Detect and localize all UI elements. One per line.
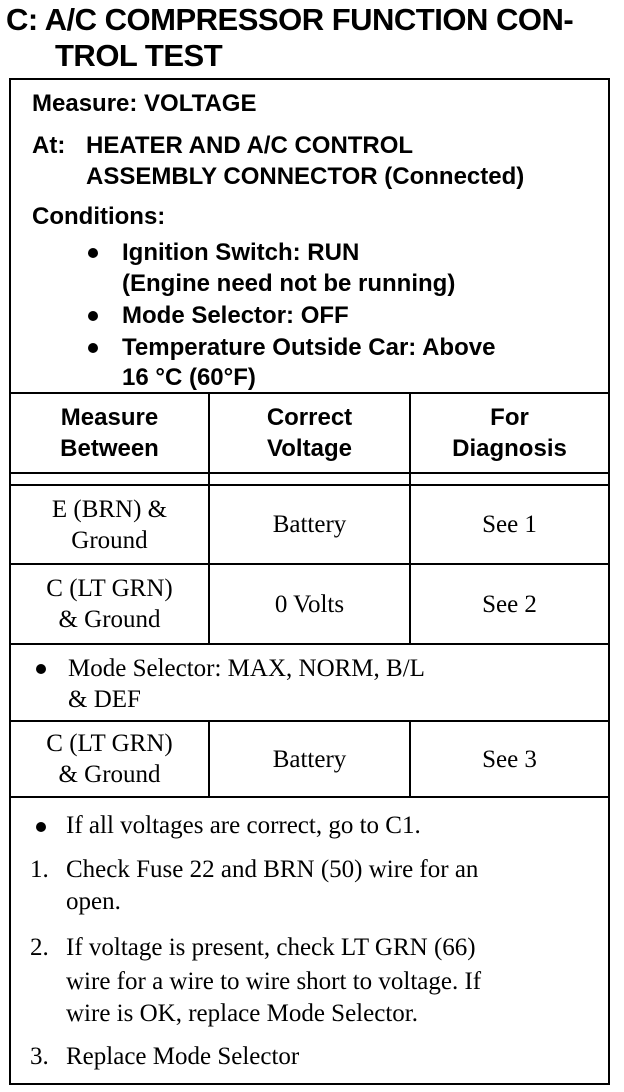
cell-text: E (BRN) & xyxy=(51,495,168,523)
bullet-icon xyxy=(88,311,98,321)
table-condition-line-1: Mode Selector: MAX, NORM, B/L xyxy=(68,655,425,682)
cell-text: Ground xyxy=(71,526,148,554)
header-text: Correct xyxy=(266,404,353,431)
title-line-2: TROL TEST xyxy=(55,38,223,73)
note-2-number: 2. xyxy=(30,934,49,961)
table-row-2-diagnosis xyxy=(411,565,608,643)
bullet-icon xyxy=(88,343,98,353)
note-1-number: 1. xyxy=(30,856,49,883)
at-line-1: HEATER AND A/C CONTROL xyxy=(86,132,414,159)
note-2-line-2: wire for a wire to wire short to voltage. If xyxy=(66,968,482,995)
table-row-2-voltage xyxy=(210,565,409,643)
table-row-3-between xyxy=(11,722,208,796)
bullet-icon xyxy=(88,248,98,258)
header-text: Diagnosis xyxy=(452,435,567,462)
measure-label: Measure: VOLTAGE xyxy=(32,90,257,117)
header-text: Voltage xyxy=(267,435,352,462)
at-label: At: xyxy=(32,132,66,159)
cell-text: See 2 xyxy=(482,590,537,618)
note-1-line-1: Check Fuse 22 and BRN (50) wire for an xyxy=(66,856,479,883)
header-text: Between xyxy=(60,435,159,462)
table-row-3-voltage xyxy=(210,722,409,796)
at-line-2: ASSEMBLY CONNECTOR (Connected) xyxy=(86,163,525,190)
header-for-diagnosis xyxy=(411,394,608,472)
note-3-number: 3. xyxy=(30,1043,49,1070)
table-row-1-diagnosis xyxy=(411,486,608,563)
table-row-2-between xyxy=(11,565,208,643)
condition-1-line-1: Ignition Switch: RUN xyxy=(122,239,360,266)
conditions-label: Conditions: xyxy=(32,203,166,230)
condition-3-line-2: 16 °C (60°F) xyxy=(122,364,256,391)
header-correct-voltage xyxy=(210,394,409,472)
cell-text: C (LT GRN) xyxy=(46,575,173,602)
cell-text: 0 Volts xyxy=(274,590,345,618)
cell-text: Battery xyxy=(272,511,347,538)
cell-text: See 1 xyxy=(482,511,537,538)
note-3-line-1: Replace Mode Selector xyxy=(66,1043,300,1070)
condition-2-line-1: Mode Selector: OFF xyxy=(122,302,349,329)
rule-row2-bottom xyxy=(9,643,610,645)
cell-text: See 3 xyxy=(482,745,537,773)
table-row-1-voltage xyxy=(210,486,409,563)
cell-text: & Ground xyxy=(58,761,161,788)
header-text: Measure xyxy=(60,404,159,431)
cell-text: & Ground xyxy=(58,606,161,633)
note-2-line-1: If voltage is present, check LT GRN (66) xyxy=(66,934,476,961)
header-measure-between xyxy=(11,394,208,472)
bullet-icon xyxy=(36,822,46,832)
rule-row3-bottom xyxy=(9,796,610,798)
note-bullet: If all voltages are correct, go to C1. xyxy=(66,812,421,839)
header-text: For xyxy=(490,404,529,431)
table-condition-line-2: & DEF xyxy=(68,686,141,713)
note-1-line-2: open. xyxy=(66,888,121,915)
rule-header-bottom-1 xyxy=(9,472,610,474)
condition-3-line-1: Temperature Outside Car: Above xyxy=(122,334,496,361)
bullet-icon xyxy=(36,664,46,674)
title-line-1: C: A/C COMPRESSOR FUNCTION CON- xyxy=(6,2,574,37)
cell-text: Battery xyxy=(272,745,347,773)
cell-text: C (LT GRN) xyxy=(46,730,173,757)
table-row-3-diagnosis xyxy=(411,722,608,796)
note-2-line-3: wire is OK, replace Mode Selector. xyxy=(66,1000,418,1027)
condition-1-line-2: (Engine need not be running) xyxy=(122,270,456,297)
table-row-1-between xyxy=(11,486,208,563)
